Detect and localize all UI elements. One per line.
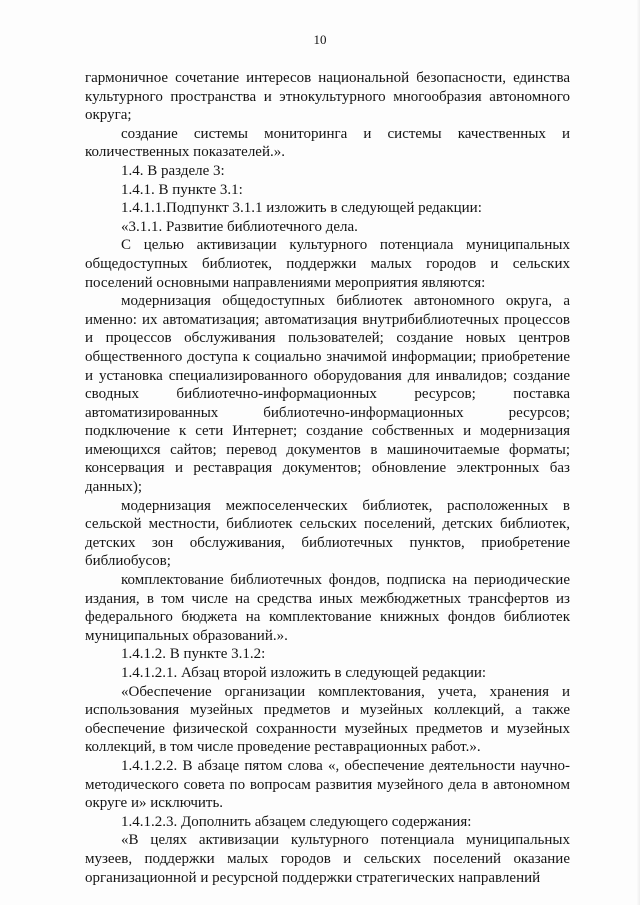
paragraph: 1.4.1.2.2. В абзаце пятом слова «, обеспечение деятельности научно-методического совета по вопросам развития музейного дела в автономном округе и» исключить.: [85, 757, 570, 812]
paragraph: создание системы мониторинга и системы качественных и количественных показателей.».: [85, 125, 570, 161]
paragraph: 1.4. В разделе 3:: [121, 162, 225, 179]
paragraph: «Обеспечение организации комплектования, учета, хранения и использования музейных предметов и музейных коллекций, а также обеспечение физической сохранности музейных предметов и музейных коллекций, в том числе проведение реставрационных работ.».: [85, 683, 570, 756]
paragraph: 1.4.1. В пункте 3.1:: [121, 181, 243, 198]
paragraph: 1.4.1.2.1. Абзац второй изложить в следующей редакции:: [121, 665, 487, 681]
paragraph: «3.1.1. Развитие библиотечного дела.: [121, 218, 358, 235]
paragraph: 1.4.1.2. В пункте 3.1.2:: [121, 646, 266, 663]
paragraph: 1.4.1.1.Подпункт 3.1.1 изложить в следующей редакции:: [121, 200, 482, 217]
paragraph: гармоничное сочетание интересов национальной безопасности, единства культурного пространства и этнокультурного многообразия автономного округа;: [85, 70, 570, 124]
paragraph: комплектование библиотечных фондов, подписка на периодические издания, в том числе на средства иных межбюджетных трансфертов из федерального бюджета на комплектование книжных фондов библиотек муниципальных образований.».: [85, 572, 570, 644]
paragraph: модернизация межпоселенческих библиотек, расположенных в сельской местности, библиотек сельских поселений, детских библиотек, детских зон обслуживания, библиотечных пунктов, приобретение библиобусов;: [85, 497, 570, 570]
scan-edge-shadow: [636, 0, 640, 905]
paragraph: 1.4.1.2.3. Дополнить абзацем следующего содержания:: [121, 813, 472, 830]
paragraph: С целью активизации культурного потенциала муниципальных общедоступных библиотек, поддержки малых городов и сельских поселений основными направлениями мероприятия являются:: [85, 237, 570, 291]
paragraph: «В целях активизации культурного потенциала муниципальных музеев, поддержки малых городов и сельских поселений оказание организационной и ресурсной поддержки стратегических направлений: [85, 832, 570, 886]
document-body: [85, 69, 570, 887]
paragraph: модернизация общедоступных библиотек автономного округа, а именно: их автоматизация; автоматизация внутрибиблиотечных процессов и процессов обслуживания пользователей; создание новых центров общественного доступа к социально значимой информации; приобретение и установка специализированного оборудования для инвалидов; создание сводных библиотечно-информационных ресурсов; поставка автоматизированных библиотечно-информационных ресурсов; подключение к сети Интернет; создание собственных и модернизация имеющихся сайтов; перевод документов в машиночитаемые форматы; консервация и реставрация документов; обновление электронных баз данных);: [85, 293, 570, 496]
page-number: 10: [313, 32, 327, 47]
